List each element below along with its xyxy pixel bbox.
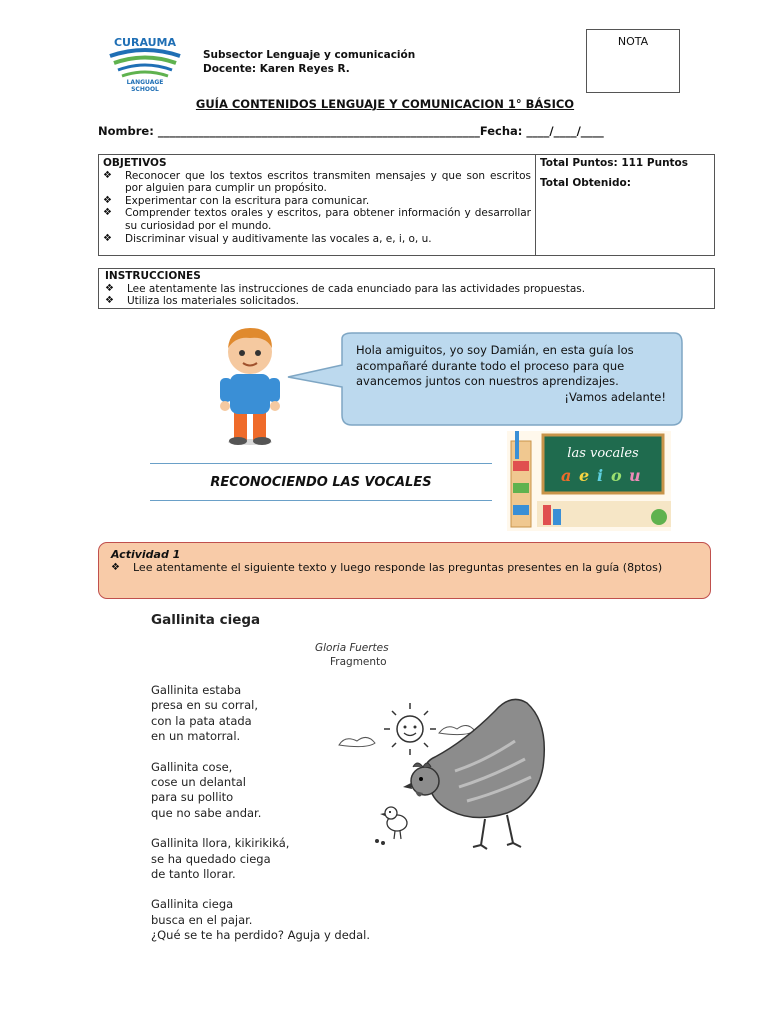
grade-box[interactable] — [586, 29, 680, 93]
poem-verse: Gallinita llora, kikirikiká, — [151, 836, 290, 851]
poem-title: Gallinita ciega — [151, 612, 261, 628]
total-obtained[interactable]: Total Obtenido: — [540, 176, 631, 189]
poem-fragment-note: Fragmento — [330, 656, 387, 668]
poem-verse: Gallinita estaba — [151, 683, 242, 697]
vowel-a: a — [561, 466, 572, 485]
school-logo — [104, 34, 186, 92]
chick-icon — [380, 807, 407, 839]
docente-text: Docente: Karen Reyes R. — [203, 63, 350, 75]
hen-and-chick-illustration — [335, 671, 557, 855]
section-title: RECONOCIENDO LAS VOCALES — [210, 475, 432, 490]
vowel-i: i — [597, 466, 604, 485]
activity-instruction: ❖ Lee atentamente el siguiente texto y luego responde las preguntas presentes en la guía (8ptos) — [111, 561, 663, 574]
boy-character-illustration — [210, 322, 290, 446]
poem-verse: para su pollito — [151, 790, 234, 805]
diamond-bullet-icon: ❖ — [103, 232, 112, 244]
poem-author: Gloria Fuertes — [315, 642, 389, 654]
speech-text — [356, 343, 666, 405]
diamond-bullet-icon: ❖ — [111, 562, 120, 573]
activity-title: Actividad 1 — [111, 548, 181, 561]
diamond-bullet-icon: ❖ — [105, 295, 114, 307]
section-rule-bottom — [150, 500, 492, 501]
instruction-item: ❖ Utiliza los materiales solicitados. — [105, 295, 299, 308]
diamond-bullet-icon: ❖ — [103, 194, 112, 206]
speech-line: acompañaré durante todo el proceso para que — [356, 358, 625, 373]
diamond-bullet-icon: ❖ — [103, 207, 112, 219]
objective-item: ❖ Reconocer que los textos escritos transmiten mensajes y que son escritos por alguien para cumplir un propósito. — [103, 169, 531, 195]
poem-verse: en un matorral. — [151, 729, 241, 744]
vowel-o: o — [611, 466, 622, 485]
speech-line: avancemos juntos con nuestros aprendizajes. — [356, 374, 619, 388]
section-rule-top — [150, 463, 492, 464]
logo-text-top: CURAUMA — [113, 36, 177, 49]
document-title: GUÍA CONTENIDOS LENGUAJE Y COMUNICACION 1° BÁSICO — [195, 97, 575, 111]
poem-verse: presa en su corral, — [151, 698, 259, 713]
total-points: Total Puntos: 111 Puntos — [540, 157, 689, 169]
objectives-table — [98, 154, 715, 256]
grade-label: NOTA — [617, 35, 649, 48]
sun-icon — [384, 703, 436, 755]
subsector-text: Subsector Lenguaje y comunicación — [203, 49, 416, 61]
objectives-title: OBJETIVOS — [103, 157, 167, 169]
subject-info — [203, 48, 415, 76]
student-name-date-line[interactable]: Nombre: ________________________________________________________Fecha: ____/____/____ — [98, 124, 604, 138]
poem-stanza — [151, 897, 370, 943]
poem-verse: de tanto llorar. — [151, 867, 236, 882]
instruction-item: ❖ Lee atentamente las instrucciones de cada enunciado para las actividades propuestas. — [105, 282, 586, 295]
diamond-bullet-icon: ❖ — [105, 282, 114, 294]
poem-verse: cose un delantal — [151, 775, 246, 790]
logo-text-bottom-2: SCHOOL — [131, 86, 159, 92]
objective-item: ❖ Experimentar con la escritura para comunicar. — [103, 194, 370, 207]
vowel-u: u — [629, 466, 641, 485]
poem-verse: busca en el pajar. — [151, 912, 253, 927]
poem-verse: se ha quedado ciega — [151, 851, 271, 866]
poem-verse: ¿Qué se te ha perdido? Aguja y dedal. — [151, 928, 371, 943]
activity-box — [98, 542, 711, 599]
objective-item: ❖ Comprender textos orales y escritos, para obtener información y desarrollar su curiosidad por el mundo. — [103, 207, 531, 232]
diamond-bullet-icon: ❖ — [103, 169, 112, 181]
speech-line: ¡Vamos adelante! — [564, 389, 666, 404]
speech-line: Hola amiguitos, yo soy Damián, en esta guía los — [356, 343, 634, 357]
objective-item: ❖ Discriminar visual y auditivamente las vocales a, e, i, o, u. — [103, 232, 432, 245]
poem-verse: Gallinita ciega — [151, 897, 234, 912]
instructions-box — [98, 268, 715, 309]
objectives-cell — [99, 155, 536, 255]
poem-verse: con la pata atada — [151, 713, 252, 728]
instructions-title: INSTRUCCIONES — [105, 270, 201, 282]
points-cell — [536, 155, 722, 259]
blackboard-heading: las vocales — [567, 446, 639, 461]
vowels-blackboard-illustration — [507, 431, 671, 531]
logo-text-bottom-1: LANGUAGE — [126, 79, 164, 86]
poem-verse: Gallinita cose, — [151, 759, 233, 774]
vowel-e: e — [579, 466, 590, 485]
poem-verse: que no sabe andar. — [151, 805, 262, 820]
